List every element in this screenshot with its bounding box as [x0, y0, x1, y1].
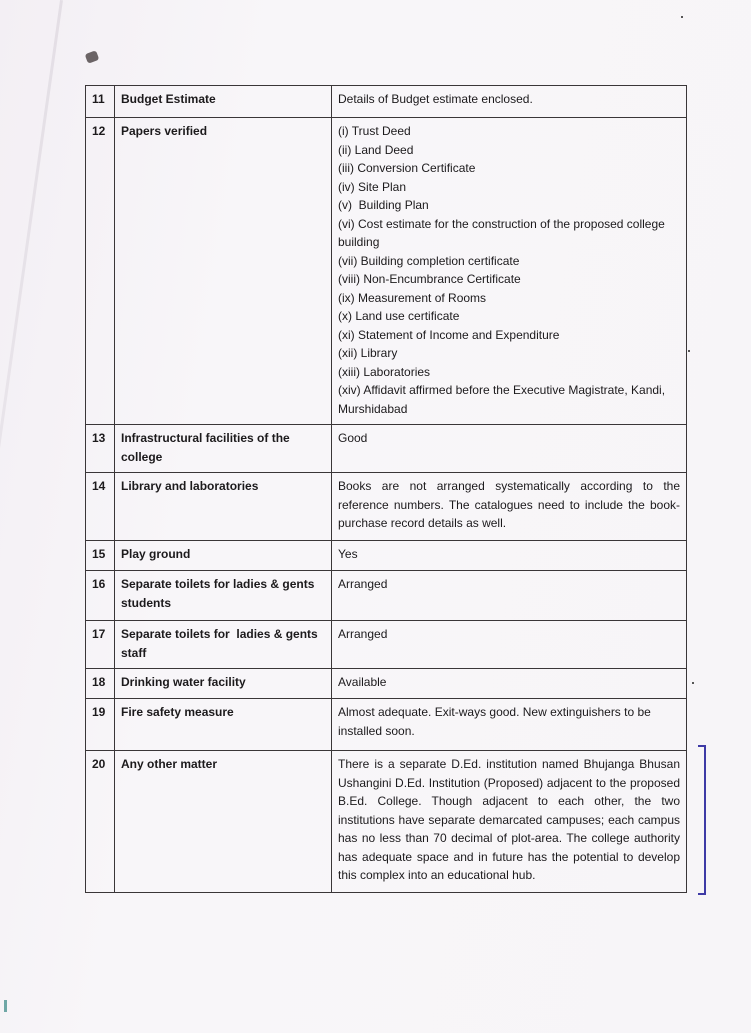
- row-value: Good: [332, 425, 687, 473]
- inspection-report-table: [85, 85, 687, 893]
- table-row: [86, 425, 687, 473]
- row-value: Almost adequate. Exit-ways good. New extinguishers to be installed soon.: [332, 699, 687, 751]
- list-item: (xiii) Laboratories: [338, 364, 431, 379]
- scan-speck: [692, 682, 694, 684]
- scan-speck: [681, 16, 683, 18]
- scan-speck: [688, 350, 690, 352]
- table-row: [86, 541, 687, 571]
- row-number: 17: [86, 621, 115, 669]
- row-label: Any other matter: [115, 751, 332, 893]
- list-item: (vii) Building completion certificate: [338, 253, 520, 268]
- row-label: Play ground: [115, 541, 332, 571]
- table-row: [86, 86, 687, 118]
- scan-edge-mark: [4, 1000, 7, 1012]
- row-value: There is a separate D.Ed. institution named Bhujanga Bhusan Ushangini D.Ed. Institution (Proposed) adjacent to the proposed B.Ed. College. Though adjacent to each other, the two institutions have separate demarcated campuses; each campus has no less than 70 decimal of plot-area. The college authority has adequate space and in future has the potential to develop this complex into an educational hub.: [332, 751, 687, 893]
- table-row: [86, 571, 687, 621]
- list-item: (vi) Cost estimate for the construction of the proposed college building: [338, 216, 665, 249]
- table-row: [86, 751, 687, 893]
- row-value: Arranged: [332, 621, 687, 669]
- staple-mark: [85, 50, 100, 64]
- list-item: (iv) Site Plan: [338, 179, 407, 194]
- list-item: (xii) Library: [338, 346, 398, 360]
- list-item: (xi) Statement of Income and Expenditure: [338, 327, 560, 342]
- row-label: Separate toilets for ladies & gents staff: [115, 621, 332, 669]
- table-row: [86, 473, 687, 541]
- row-label: Drinking water facility: [115, 669, 332, 699]
- row-value: Details of Budget estimate enclosed.: [332, 86, 687, 118]
- row-value: Available: [332, 669, 687, 699]
- list-item: (x) Land use certificate: [338, 309, 460, 323]
- table-row: [86, 699, 687, 751]
- list-item: (iii) Conversion Certificate: [338, 161, 476, 175]
- table-row: [86, 118, 687, 425]
- row-number: 20: [86, 751, 115, 893]
- list-item: (ii) Land Deed: [338, 142, 414, 157]
- row-label: Infrastructural facilities of the college: [115, 425, 332, 473]
- paper-fold: [0, 0, 63, 1023]
- row-label: Separate toilets for ladies & gents students: [115, 571, 332, 621]
- row-label: Library and laboratories: [115, 473, 332, 541]
- row-label: Budget Estimate: [115, 86, 332, 118]
- table-row: [86, 621, 687, 669]
- row-number: 19: [86, 699, 115, 751]
- row-value: Arranged: [332, 571, 687, 621]
- row-number: 13: [86, 425, 115, 473]
- list-item: (viii) Non-Encumbrance Certificate: [338, 272, 521, 286]
- handwritten-bracket-mark: [696, 745, 706, 895]
- list-item: (ix) Measurement of Rooms: [338, 290, 487, 305]
- table-row: [86, 669, 687, 699]
- row-label: Papers verified: [115, 118, 332, 425]
- row-value: Yes: [332, 541, 687, 571]
- row-number: 18: [86, 669, 115, 699]
- papers-verified-list: [332, 118, 687, 425]
- row-number: 14: [86, 473, 115, 541]
- row-number: 15: [86, 541, 115, 571]
- row-number: 12: [86, 118, 115, 425]
- list-item: (v) Building Plan: [338, 198, 429, 212]
- list-item: (i) Trust Deed: [338, 124, 411, 138]
- row-label: Fire safety measure: [115, 699, 332, 751]
- list-item: (xiv) Affidavit affirmed before the Executive Magistrate, Kandi, Murshidabad: [338, 383, 666, 416]
- row-number: 11: [86, 86, 115, 118]
- row-number: 16: [86, 571, 115, 621]
- row-value: Books are not arranged systematically according to the reference numbers. The catalogues need to include the book-purchase record details as well.: [332, 473, 687, 541]
